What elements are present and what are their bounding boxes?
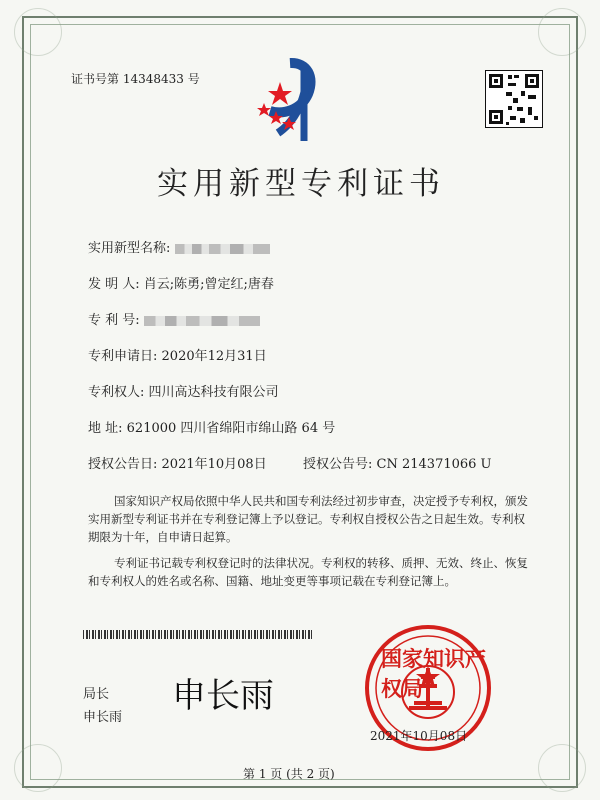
address-row [88,417,335,436]
patent-number-row [88,309,260,328]
application-date-row [88,345,267,364]
decorative-corner [538,744,586,792]
grant-date-value: 2021年10月08日 [161,457,267,472]
redacted-utility-model-name [175,244,270,254]
certificate-number: 证书号第 14348433 号 [71,72,200,86]
grant-number-value: CN 214371066 U [376,457,492,472]
redacted-patent-number [144,316,260,326]
barcode [83,630,313,639]
certificate-title: 实用新型专利证书 [157,166,445,202]
grant-number-row [303,453,492,472]
inventors-label: 发 明 人: [88,277,140,292]
director-title: 局长 [83,687,110,702]
patent-number-label: 专 利 号: [88,313,140,328]
patentee-label: 专利权人: [88,385,145,400]
director-signature: 申长雨 [172,676,274,716]
qr-code [485,70,543,128]
application-date-value: 2020年12月31日 [161,349,267,364]
decorative-corner [14,744,62,792]
decorative-corner [14,8,62,56]
patentee-row [88,381,279,400]
address-value: 621000 四川省绵阳市绵山路 64 号 [126,421,336,436]
patentee-value: 四川高达科技有限公司 [148,385,279,400]
inventors-value: 肖云;陈勇;曾定红;唐春 [143,277,274,292]
grant-number-label: 授权公告号: [303,457,373,472]
patent-office-logo [253,55,348,145]
grant-date-row [88,453,267,472]
address-label: 地 址: [88,421,123,436]
grant-date-label: 授权公告日: [88,457,158,472]
director-name: 申长雨 [83,710,123,725]
certificate-paragraph-2: 专利证书记载专利权登记时的法律状况。专利权的转移、质押、无效、终止、恢复和专利权人的姓名或名称、国籍、地址变更等事项记载在专利登记簿上。 [88,556,528,588]
decorative-corner [538,8,586,56]
certificate-paragraph-1: 国家知识产权局依照中华人民共和国专利法经过初步审查，决定授予专利权，颁发实用新型专利证书并在专利登记簿上予以登记。专利权自授权公告之日起生效。专利权期限为十年，自申请日起算。 [88,494,528,544]
seal-lettering: 国家知识产权局 [381,646,486,701]
inventors-row [88,273,274,292]
seal-date: 2021年10月08日 [370,729,468,743]
utility-model-name-row [88,237,270,256]
application-date-label: 专利申请日: [88,349,158,364]
page-number: 第 1 页 (共 2 页) [243,767,335,781]
utility-model-name-label: 实用新型名称: [88,241,171,256]
